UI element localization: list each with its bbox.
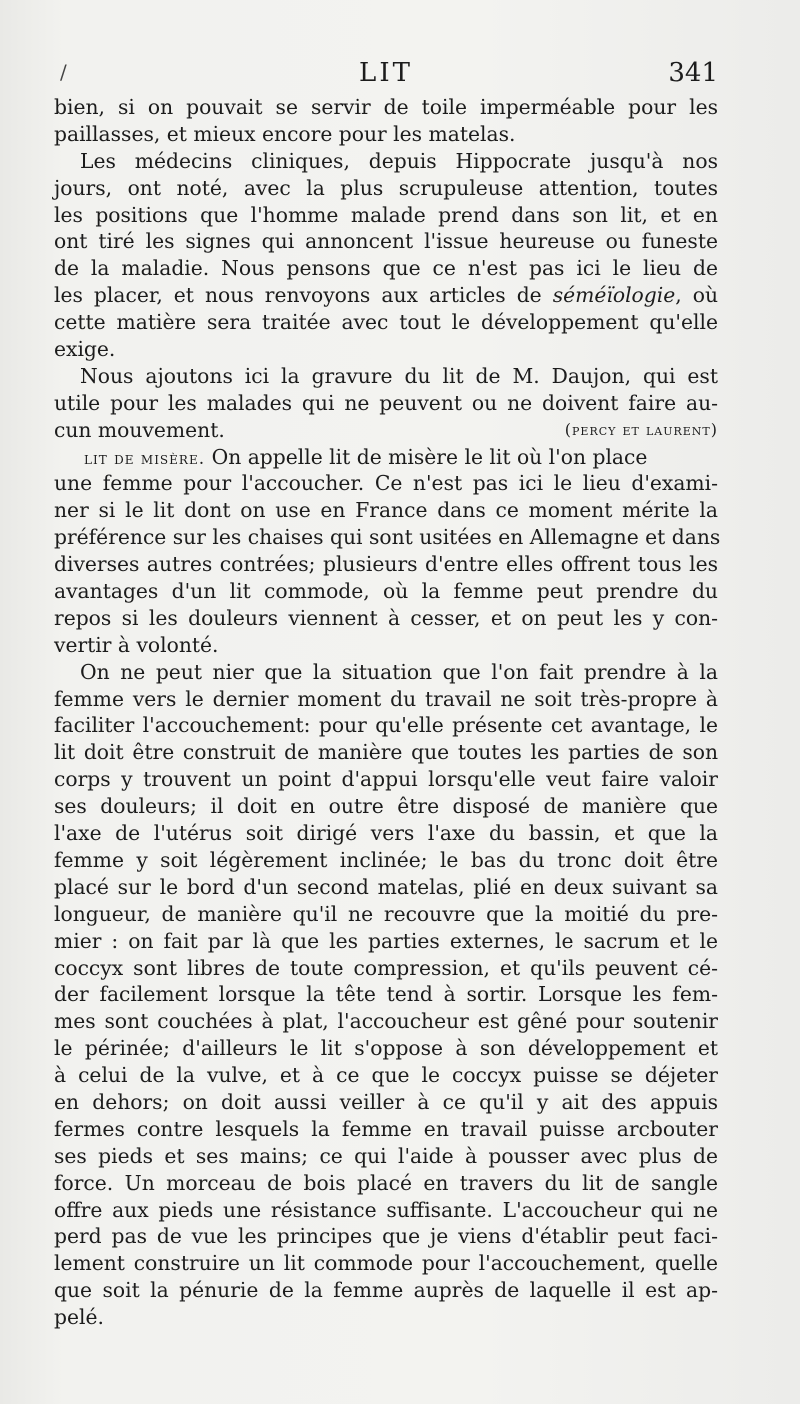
text-line: une femme pour l'accoucher. Ce n'est pas ici le lieu d'exami- <box>54 471 718 496</box>
text-line: Les médecins cliniques, depuis Hippocrate jusqu'à nos <box>80 148 718 173</box>
text-line: repos si les douleurs viennent à cesser, et on peut les y con- <box>54 605 718 630</box>
text-line <box>54 444 718 471</box>
text-line: Nous ajoutons ici la gravure du lit de M. Daujon, qui est <box>80 363 718 388</box>
body-text <box>54 94 721 1331</box>
text-line: ner si le lit dont on use en France dans ce moment mérite la <box>54 498 718 523</box>
line-text-end: , où <box>675 283 719 308</box>
text-line: à celui de la vulve, et à ce que le coccyx puisse se déjeter <box>54 1063 718 1088</box>
text-line <box>54 282 718 309</box>
text-line: vertir à volonté. <box>54 632 219 657</box>
text-line: placé sur le bord d'un second matelas, plié en deux suivant sa <box>54 874 718 899</box>
text-line: coccyx sont libres de toute compression, et qu'ils peuvent cé- <box>54 955 718 980</box>
text-line: longueur, de manière qu'il ne recouvre que la moitié du pre- <box>54 901 718 926</box>
header-mark: / <box>60 60 67 84</box>
text-line: lit doit être construit de manière que toutes les parties de son <box>54 740 718 765</box>
text-line: préférence sur les chaises qui sont usitées en Allemagne et dans <box>54 525 721 550</box>
page-number: 341 <box>668 58 718 88</box>
text-line: de la maladie. Nous pensons que ce n'est pas ici le lieu de <box>54 256 718 281</box>
text-line: que soit la pénurie de la femme auprès de laquelle il est ap- <box>54 1278 718 1303</box>
text-line: jours, ont noté, avec la plus scrupuleuse attention, toutes <box>54 175 718 200</box>
text-line: l'axe de l'utérus soit dirigé vers l'axe du bassin, et que la <box>54 821 718 846</box>
text-line <box>54 417 718 444</box>
text-line: en dehors; on doit aussi veiller à ce qu'il y ait des appuis <box>54 1089 718 1114</box>
text-line: paillasses, et mieux encore pour les matelas. <box>54 121 516 146</box>
text-line: offre aux pieds une résistance suffisante. L'accoucheur qui ne <box>54 1197 718 1222</box>
line-text: On appelle lit de misère le lit où l'on place <box>211 444 648 469</box>
text-line: force. Un morceau de bois placé en travers du lit de sangle <box>54 1170 718 1195</box>
page-title: LIT <box>359 58 413 88</box>
text-line: cette matière sera traitée avec tout le développement qu'elle <box>54 310 718 335</box>
entry-heading: lit de misère. <box>84 448 206 469</box>
line-text: cun mouvement. <box>54 417 225 442</box>
text-line: lement construire un lit commode pour l'accouchement, quelle <box>54 1251 718 1276</box>
text-line: femme vers le dernier moment du travail ne soit très-propre à <box>54 686 718 711</box>
text-line: exige. <box>54 337 116 362</box>
text-line: der facilement lorsque la tête tend à sortir. Lorsque les fem- <box>54 982 718 1007</box>
text-line: ont tiré les signes qui annoncent l'issue heureuse ou funeste <box>54 229 718 254</box>
line-text: les placer, et nous renvoyons aux articles de <box>54 283 542 308</box>
text-line: les positions que l'homme malade prend dans son lit, et en <box>54 202 718 227</box>
text-line: ses douleurs; il doit en outre être disposé de manière que <box>54 794 718 819</box>
text-line: femme y soit légèrement inclinée; le bas du tronc doit être <box>54 847 718 872</box>
text-line: mes sont couchées à plat, l'accoucheur est gêné pour soutenir <box>54 1009 718 1034</box>
text-line: On ne peut nier que la situation que l'on fait prendre à la <box>80 659 718 684</box>
text-line: diverses autres contrées; plusieurs d'entre elles offrent tous les <box>54 552 718 577</box>
text-line: perd pas de vue les principes que je viens d'établir peut faci- <box>54 1224 718 1249</box>
text-line: corps y trouvent un point d'appui lorsqu'elle veut faire valoir <box>54 767 718 792</box>
text-line: utile pour les malades qui ne peuvent ou ne doivent faire au- <box>54 390 718 415</box>
text-line: bien, si on pouvait se servir de toile imperméable pour les <box>54 95 718 119</box>
running-header <box>54 58 718 92</box>
text-line: ses pieds et ses mains; ce qui l'aide à pousser avec plus de <box>54 1143 718 1168</box>
text-line: avantages d'un lit commode, où la femme peut prendre du <box>54 579 718 604</box>
text-line: mier : on fait par là que les parties externes, le sacrum et le <box>54 928 718 953</box>
text-line: le périnée; d'ailleurs le lit s'oppose à son développement et <box>54 1036 718 1061</box>
text-line: pelé. <box>54 1305 104 1330</box>
semeiologie-term: séméïologie <box>552 283 676 308</box>
text-line: faciliter l'accouchement: pour qu'elle présente cet avantage, le <box>54 713 718 738</box>
author-signature: (percy et laurent) <box>564 419 718 439</box>
text-line: fermes contre lesquels la femme en travail puisse arcbouter <box>54 1116 718 1141</box>
